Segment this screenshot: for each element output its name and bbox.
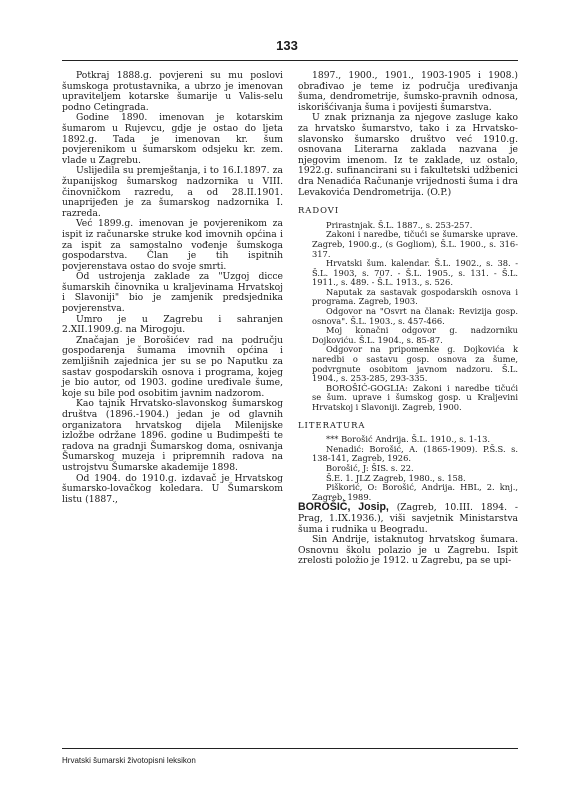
page-number: 133 (276, 38, 298, 53)
radovi-heading: RADOVI (298, 205, 340, 216)
reference-item: Moj konačni odgovor g. nadzorniku Dojkoviću. Š.L. 1904., s. 85-87. (312, 325, 518, 345)
paragraph: Sin Andrije, istaknutog hrvatskog šumara. Osnovnu školu polazio je u Zagrebu. Ispit zrelosti položio je 1912. u Zagrebu, pa se upi- (298, 534, 518, 567)
left-column (62, 71, 283, 505)
reference-item: Prirastnjak. Š.L. 1887., s. 253-257. (326, 219, 473, 230)
literature-item: Borošić, J: ŠIS. s. 22. (326, 462, 414, 473)
paragraph: U znak priznanja za njegove zasluge kako za hrvatsko šumarstvo, tako i za Hrvatsko-slavonsko šumarsko društvo već 1910.g. osnovana Literarna zaklada nazvana je njegovim imenom. Iz te zaklade, uz ostalo, 1922.g. sufinancirani su i fakultetski udžbenici dra Nenadića Računanje vrijednosti šuma i dra Levakovića Dendrometrija. (O.P.) (298, 112, 518, 198)
paragraph: Umro je u Zagrebu i sahranjen 2.XII.1909.g. na Mirogoju. (62, 313, 283, 336)
entry-header (298, 502, 518, 535)
reference-item: Hrvatski šum. kalendar. Š.L. 1902., s. 38. - Š.L. 1903, s. 707. - Š.L. 1905., s. 131. - Š.L. 1911., s. 489. - Š.L. 1913., s. 526. (312, 258, 518, 288)
paragraph: Godine 1890. imenovan je kotarskim šumarom u Rujevcu, gdje je ostao do ljeta 1892.g. Tada je imenovan kr. šum povjerenikom u šumarskom odsjeku kr. zem. vlade u Zagrebu. (62, 112, 283, 166)
entry-name: BOROŠIĆ, Josip, (298, 501, 389, 514)
reference-item: Odgovor na "Osvrt na članak: Revizija gosp. osnova". Š.L. 1903., s. 457-466. (312, 306, 518, 326)
literature-item: Š.E. 1. JLZ Zagreb, 1980., s. 158. (326, 472, 466, 483)
paragraph: Uslijedila su premještanja, i to 16.I.1897. za županijskog šumarskog nadzornika u VIII. činovničkom razredu, a od 28.II.1901. unaprijeđen je za šumarskog nadzornika I. razreda. (62, 165, 283, 219)
paragraph: Od 1904. do 1910.g. izdavač je Hrvatskog šumarsko-lovačkog koledara. U Šumarskom listu (1887., (62, 472, 283, 505)
footer-rule (62, 748, 518, 749)
footer: Hrvatski šumarski životopisni leksikon (62, 756, 196, 765)
paragraph: Od ustrojenja zaklade za "Uzgoj dicce šumarskih činovnika u kraljevinama Hrvatskoj i Slavoniji" bio je zamjenik predsjednika povjerenstva. (62, 271, 283, 315)
right-column (298, 71, 518, 567)
reference-item: Odgovor na pripomenke g. Dojkovića k naredbi o sastavu gosp. osnova za šume, podvrgnute osobitom javnom nadzoru. Š.L. 1904., s. 253-285, 293-335. (312, 344, 518, 384)
literature-item: Piškorić, O: Borošić, Andrija. HBL, 2. knj., Zagreb, 1989. (312, 482, 518, 502)
literatura-heading: LITERATURA (298, 419, 366, 430)
paragraph: 1897., 1900., 1901., 1903-1905 i 1908.) obrađivao je teme iz područja uređivanja šuma, dendrometrije, šumsko-pravnih odnosa, iskorišćivanja šuma i povijesti šumarstva. (298, 70, 518, 113)
literature-item: Nenadić: Borošić, A. (1865-1909). P.Š.S. s. 138-141, Zagreb, 1926. (312, 443, 518, 464)
reference-item: Zakoni i naredbe, tičući se šumarske uprave. Zagreb, 1900.g., (s Gogliom), Š.L. 1900., s. 316-317. (312, 229, 518, 259)
reference-item: Naputak za sastavak gospodarskih osnova i programa. Zagreb, 1903. (312, 286, 518, 307)
header-rule (62, 60, 518, 61)
paragraph: Već 1899.g. imenovan je povjerenikom za ispit iz računarske struke kod imovnih općina i za ispit za samostalno vođenje šumskoga gospodarstva. Član je tih ispitnih povjerenstava ostao do svoje smrti. (62, 218, 283, 272)
paragraph: Potkraj 1888.g. povjereni su mu poslovi šumskoga protustavnika, a ubrzo je imenovan upraviteljem kotarske šumarije u Valis-selu podno Cetingrada. (62, 70, 283, 113)
literature-item: *** Borošić Andrija. Š.L. 1910., s. 1-13. (326, 434, 491, 445)
reference-item: BOROŠIĆ-GOGLIA: Zakoni i naredbe tičući se šum. uprave i šumskog gosp. u Kraljevini Hrvatskoj i Slavoniji. Zagreb, 1900. (312, 382, 518, 412)
paragraph: Značajan je Borošićev rad na području gospodarenja šumama imovnih općina i zemljišnih zajednica jer su se po Naputku za sastav gospodarskih osnova i programa, kojeg je bio autor, od 1903. godine uređivale šume, koje su bile pod osobitim javnim nadzorom. (62, 334, 283, 399)
entry-dates: (Zagreb, 10.III. 1894. - Prag, 1.IX.1936.), viši savjetnik Ministarstva šuma i rudnika u Beogradu. (298, 502, 518, 535)
paragraph: Kao tajnik Hrvatsko-slavonskog šumarskog društva (1896.-1904.) jedan je od glavnih organizatora hrvatskog dijela Milenijske izložbe održane 1896. godine u Budimpešti te radova na gradnji Šumarskog doma, osnivanja Šumarskog muzeja i pripremnih radova na ustrojstvu Šumarske akademije 1898. (62, 398, 283, 473)
